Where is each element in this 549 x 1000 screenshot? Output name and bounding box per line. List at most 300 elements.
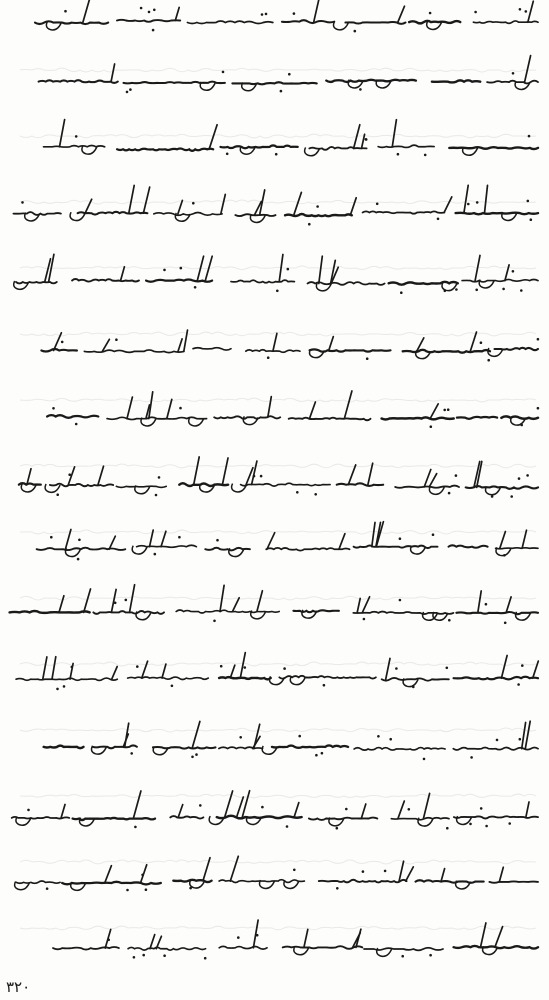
diacritic-dot [399, 537, 402, 540]
diacritic-dot [491, 495, 494, 498]
handwritten-line [37, 522, 538, 561]
ink-stroke [124, 82, 225, 84]
ink-stroke [16, 881, 60, 883]
diacritic-dot [265, 13, 268, 16]
diacritic-dot [194, 286, 197, 289]
ascender-stroke [240, 653, 245, 678]
ink-stroke [16, 678, 117, 680]
ink-stroke [193, 348, 231, 350]
diacritic-dot [308, 223, 311, 226]
diacritic-dot [253, 475, 256, 478]
ink-stroke [72, 279, 139, 282]
ascender-stroke [304, 929, 308, 947]
ascender-stroke [220, 585, 224, 611]
diacritic-dot [276, 290, 279, 293]
diacritic-dot [377, 735, 380, 738]
diacritic-dot [226, 153, 229, 156]
diacritic-dot [376, 203, 379, 206]
handwritten-line [44, 120, 539, 157]
diacritic-dot [412, 686, 415, 689]
ascender-stroke [254, 724, 260, 748]
diacritic-dot [485, 825, 488, 828]
ascender-stroke [54, 333, 62, 351]
diacritic-dot [401, 955, 404, 958]
ascender-stroke [499, 867, 503, 882]
diacritic-dot [178, 536, 181, 539]
diacritic-dot [397, 153, 400, 156]
diacritic-dot [476, 201, 479, 204]
diacritic-dot [115, 338, 118, 341]
ink-stroke [389, 282, 458, 285]
ink-stroke [53, 947, 119, 950]
diacritic-dot [267, 356, 270, 359]
diacritic-dot [384, 870, 387, 873]
ink-stroke [364, 948, 443, 951]
ascender-stroke [362, 597, 369, 613]
ascender-stroke [150, 530, 154, 547]
ascender-stroke [399, 861, 404, 881]
ink-stroke [41, 349, 77, 351]
diacritic-dot [446, 667, 449, 670]
ascender-stroke [222, 458, 228, 485]
ink-stroke [219, 880, 304, 883]
diacritic-dot [21, 201, 24, 204]
diacritic-dot [336, 887, 339, 890]
ink-stroke [495, 348, 539, 350]
ink-stroke [456, 612, 538, 614]
descender-loop [82, 146, 97, 154]
diacritic-dot [314, 493, 317, 496]
diacritic-dot [480, 807, 483, 810]
diacritic-dot [446, 827, 449, 830]
diacritic-dot [239, 736, 242, 739]
diacritic-dot [125, 599, 128, 602]
handwritten-line [12, 791, 538, 830]
diacritic-dot [315, 754, 318, 757]
ink-stroke [279, 676, 376, 679]
ascender-stroke [167, 399, 172, 418]
diacritic-dot [220, 665, 223, 668]
ascender-stroke [372, 523, 375, 547]
ascender-stroke [475, 255, 480, 280]
ink-stroke [232, 82, 316, 84]
ascender-stroke [268, 397, 272, 418]
ascender-stroke [209, 125, 217, 150]
ascender-stroke [357, 598, 360, 613]
ascender-stroke [61, 805, 65, 818]
diacritic-dot [171, 685, 174, 688]
diacritic-dot [429, 954, 432, 957]
diacritic-dot [519, 8, 522, 11]
ascender-stroke [59, 596, 64, 613]
ascender-stroke [141, 865, 147, 883]
ascender-stroke [221, 194, 226, 214]
diacritic-dot [537, 407, 540, 410]
diacritic-dot [56, 493, 59, 496]
ascender-stroke [65, 530, 71, 550]
diacritic-dot [345, 808, 348, 811]
handwritten-line [14, 254, 538, 294]
diacritic-dot [237, 936, 240, 939]
diacritic-dot [133, 956, 136, 959]
ink-stroke [449, 545, 488, 547]
diacritic-dot [316, 205, 319, 208]
diacritic-dot [244, 666, 247, 669]
diacritic-dot [191, 756, 194, 759]
diacritic-dot [179, 407, 182, 410]
ascender-stroke [501, 656, 507, 679]
ink-stroke [146, 280, 212, 282]
diacritic-dot [517, 683, 520, 686]
diacritic-dot [487, 359, 490, 362]
diacritic-dot [180, 267, 183, 270]
ascender-stroke [329, 337, 334, 351]
ink-stroke [117, 148, 213, 150]
diacritic-dot [75, 423, 78, 426]
ink-stroke [176, 610, 279, 613]
ascender-stroke [178, 200, 183, 214]
ascender-stroke [52, 657, 56, 680]
ink-stroke [44, 146, 105, 148]
ascender-stroke [203, 858, 210, 881]
diacritic-dot [455, 288, 458, 291]
ascender-stroke [481, 923, 486, 947]
ascender-stroke [294, 803, 299, 818]
ink-stroke [73, 818, 155, 820]
ascender-stroke [533, 661, 539, 678]
ascender-stroke [478, 591, 481, 613]
diacritic-dot [152, 29, 155, 32]
ink-stroke [319, 880, 407, 883]
ascender-stroke [267, 533, 275, 550]
ink-stroke [395, 486, 459, 488]
ascender-stroke [441, 869, 445, 882]
diacritic-dot [432, 533, 435, 536]
diacritic-dot [520, 424, 523, 427]
ascender-stroke [430, 404, 438, 419]
ascender-stroke [361, 804, 366, 819]
ink-stroke [266, 548, 349, 551]
diacritic-dot [195, 753, 198, 756]
ink-stroke [153, 747, 216, 749]
diacritic-dot [129, 88, 132, 91]
diacritic-dot [444, 290, 447, 293]
ink-stroke [117, 20, 180, 22]
diacritic-dot [365, 138, 368, 141]
diacritic-dot [63, 685, 66, 688]
ascender-stroke [142, 661, 148, 678]
diacritic-dot [512, 72, 515, 75]
ascender-stroke [111, 589, 116, 612]
ascender-stroke [105, 866, 112, 883]
ink-stroke [10, 611, 90, 613]
diacritic-dot [518, 477, 521, 480]
diacritic-dot [359, 88, 362, 91]
ink-stroke [345, 22, 405, 24]
diacritic-dot [126, 889, 129, 892]
ascender-stroke [68, 467, 74, 485]
ink-stroke [272, 745, 348, 747]
ink-stroke [13, 212, 61, 215]
diacritic-dot [148, 11, 151, 14]
diacritic-dot [408, 808, 411, 811]
ascender-stroke [27, 469, 31, 485]
ink-stroke [47, 415, 98, 418]
ascender-stroke [233, 598, 240, 612]
ascender-stroke [279, 255, 283, 282]
ascender-stroke [109, 536, 115, 549]
diacritic-dot [485, 603, 488, 606]
ascender-stroke [121, 267, 125, 281]
diacritic-dot [134, 826, 137, 829]
diacritic-dot [260, 475, 263, 478]
handwritten-line [53, 920, 538, 959]
ascender-stroke [314, 0, 320, 22]
ink-stroke [116, 486, 166, 487]
ascender-stroke [85, 199, 92, 213]
ascender-stroke [294, 192, 302, 215]
ink-stroke [326, 80, 416, 82]
ascender-stroke [505, 265, 509, 281]
diacritic-dot [503, 554, 506, 557]
ink-stroke [285, 214, 352, 216]
diacritic-dot [502, 288, 505, 291]
ascender-stroke [273, 333, 277, 351]
ink-stroke [219, 946, 267, 949]
diacritic-dot [296, 491, 299, 494]
diacritic-dot [363, 618, 366, 621]
diacritic-dot [130, 752, 133, 755]
diacritic-dot [362, 870, 365, 873]
ascender-stroke [464, 185, 468, 213]
diacritic-dot [68, 473, 71, 476]
ascender-stroke [354, 125, 360, 149]
diacritic-dot [496, 739, 499, 742]
diacritic-dot [526, 474, 529, 477]
diacritic-dot [336, 827, 339, 830]
diacritic-dot [521, 664, 524, 667]
ascender-stroke [525, 56, 531, 83]
folio-number: ۳۲۰ [6, 978, 31, 996]
diacritic-dot [140, 7, 143, 10]
diacritic-dot [154, 553, 157, 556]
diacritic-dot [192, 202, 195, 205]
diacritic-dot [61, 341, 64, 344]
handwritten-line [35, 0, 538, 32]
diacritic-dot [286, 825, 289, 828]
diacritic-dot [78, 539, 81, 542]
diacritic-dot [448, 492, 451, 495]
ink-stroke [128, 677, 209, 680]
diacritic-dot [455, 474, 458, 477]
ink-stroke [310, 349, 391, 351]
diacritic-dot [323, 684, 326, 687]
ink-stroke [128, 947, 206, 950]
diacritic-dot [447, 408, 450, 411]
ascender-stroke [84, 589, 91, 612]
ascender-stroke [429, 474, 437, 487]
diacritic-dot [366, 357, 369, 360]
ink-stroke [16, 282, 57, 283]
diacritic-dot [64, 10, 67, 13]
handwritten-line [39, 56, 538, 94]
diacritic-dot [27, 809, 30, 812]
ink-stroke [62, 882, 161, 885]
ink-stroke [309, 147, 366, 150]
ink-stroke [214, 416, 280, 419]
ascender-stroke [257, 591, 263, 612]
diacritic-dot [261, 13, 264, 16]
ascender-stroke [178, 339, 182, 352]
ink-stroke [454, 677, 538, 680]
ink-stroke [93, 745, 137, 748]
ascender-stroke [111, 64, 115, 82]
ascender-stroke [500, 532, 506, 549]
ascender-stroke [60, 120, 65, 147]
ascender-stroke [130, 585, 135, 613]
diacritic-dot [510, 495, 513, 498]
diacritic-dot [283, 667, 286, 670]
ink-stroke [39, 80, 118, 83]
diacritic-dot [469, 823, 472, 826]
diacritic-dot [46, 887, 49, 890]
diacritic-dot [199, 804, 202, 807]
ink-stroke [432, 80, 480, 82]
diacritic-dot [155, 494, 158, 497]
diacritic-dot [222, 71, 225, 74]
diacritic-dot [56, 688, 59, 691]
ascender-stroke [43, 657, 47, 679]
diacritic-dot [50, 536, 53, 539]
diacritic-dot [126, 91, 129, 94]
diacritic-dot [107, 939, 110, 942]
diacritic-dot [528, 135, 531, 138]
ascender-stroke [398, 801, 404, 819]
ink-stroke [107, 417, 207, 419]
diacritic-dot [354, 30, 357, 33]
diacritic-dot [288, 73, 291, 76]
ascender-stroke [175, 7, 179, 20]
diacritic-dot [189, 887, 192, 890]
diacritic-dot [75, 135, 78, 138]
diacritic-dot [423, 758, 426, 761]
ink-stroke [391, 818, 449, 820]
ascender-stroke [197, 256, 203, 280]
ascender-stroke [143, 187, 149, 213]
diacritic-dot [525, 10, 528, 13]
ink-stroke [416, 880, 484, 883]
diacritic-dot [158, 476, 161, 479]
ascender-stroke [406, 867, 414, 881]
ink-stroke [241, 483, 331, 486]
ascender-stroke [112, 667, 118, 680]
ascender-stroke [205, 256, 212, 280]
diacritic-dot [293, 12, 296, 15]
ascender-stroke [133, 791, 141, 819]
diacritic-dot [475, 289, 478, 292]
diacritic-dot [480, 341, 483, 344]
ascender-stroke [230, 856, 238, 881]
ink-stroke [462, 279, 538, 282]
ink-stroke [221, 145, 298, 148]
diacritic-dot [280, 90, 283, 93]
ascender-stroke [242, 791, 249, 817]
diacritic-dot [512, 270, 515, 273]
ascender-stroke [522, 723, 526, 749]
ascender-stroke [150, 935, 155, 949]
diacritic-dot [474, 11, 477, 14]
diacritic-dot [71, 666, 74, 669]
ascender-stroke [98, 466, 104, 485]
ascender-stroke [83, 0, 90, 23]
ascender-stroke [129, 185, 134, 213]
ascender-stroke [528, 1, 534, 22]
ink-stroke [137, 545, 197, 547]
ascender-stroke [162, 664, 166, 678]
diacritic-dot [467, 203, 470, 206]
ink-stroke [457, 417, 497, 419]
diacritic-dot [298, 735, 301, 738]
ink-stroke [337, 483, 384, 486]
diacritic-dot [430, 425, 433, 428]
diacritic-dot [261, 806, 264, 809]
ink-stroke [496, 548, 538, 549]
ink-stroke [217, 816, 302, 819]
descender-loop [232, 484, 247, 492]
ascender-stroke [506, 597, 511, 613]
diacritic-dot [216, 539, 219, 542]
ink-stroke [219, 677, 271, 679]
ink-stroke [501, 416, 538, 419]
ink-stroke [231, 280, 294, 283]
ink-stroke [289, 418, 371, 421]
diacritic-dot [530, 218, 533, 221]
handwritten-line [15, 856, 538, 891]
ink-stroke [489, 881, 538, 882]
ascender-stroke [392, 120, 396, 147]
diacritic-dot [275, 153, 278, 156]
diacritic-dot [520, 289, 523, 292]
ascender-stroke [161, 531, 166, 546]
diacritic-dot [52, 407, 55, 410]
diacritic-dot [114, 602, 117, 605]
ascender-stroke [184, 330, 188, 351]
diacritic-dot [136, 665, 139, 668]
ascender-stroke [470, 332, 476, 351]
diacritic-dot [287, 268, 290, 271]
ink-stroke [179, 483, 228, 486]
diacritic-dot [443, 409, 446, 412]
ink-stroke [382, 417, 454, 419]
ink-stroke [363, 211, 445, 213]
ink-stroke [44, 746, 84, 749]
diacritic-dot [256, 934, 259, 937]
ascender-stroke [225, 791, 233, 817]
diacritic-dot [537, 338, 540, 341]
diacritic-dot [163, 954, 166, 957]
diacritic-dot [395, 667, 398, 670]
ink-stroke [154, 213, 222, 216]
ink-stroke [219, 747, 263, 748]
handwritten-line [13, 185, 538, 225]
diacritic-dot [213, 620, 216, 623]
ink-stroke [354, 748, 445, 751]
ascender-stroke [192, 721, 200, 747]
diacritic-dot [389, 738, 392, 741]
ink-stroke [84, 350, 183, 353]
handwritten-line [16, 653, 538, 691]
diacritic-dot [504, 622, 507, 625]
